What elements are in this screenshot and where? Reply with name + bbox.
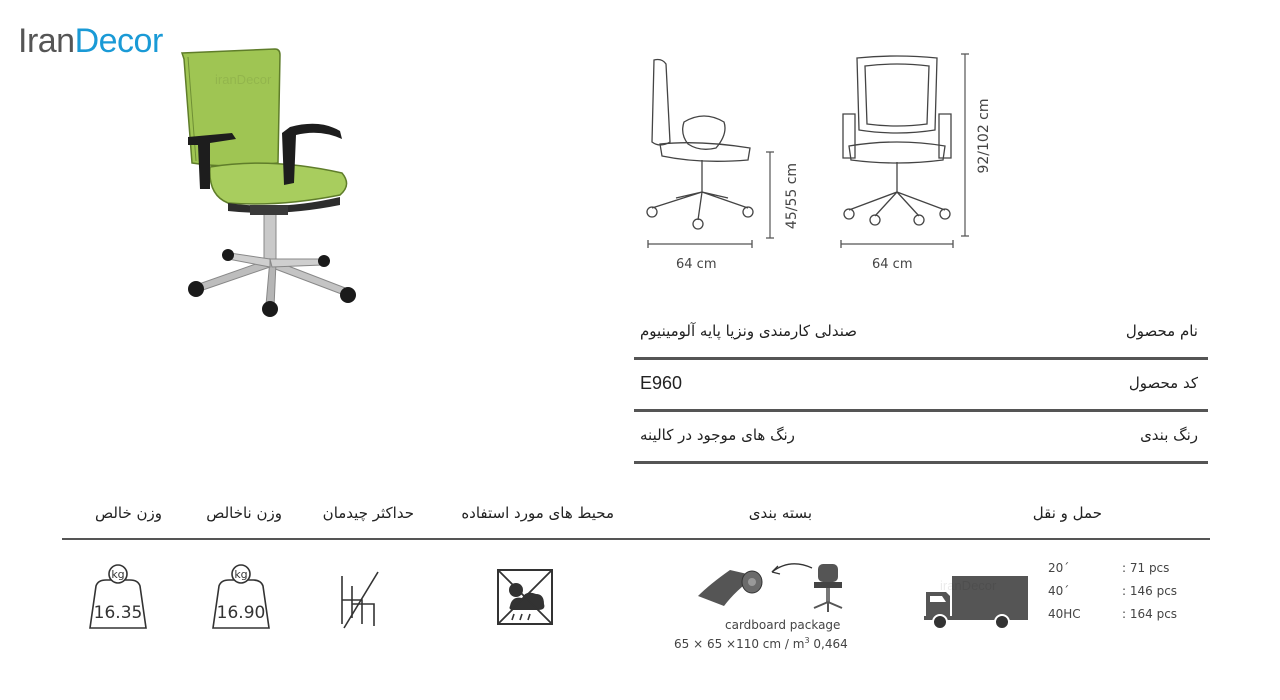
- spec-code-label: کد محصول: [1128, 374, 1198, 392]
- header-net-weight: وزن خالص: [94, 504, 162, 522]
- container-size: 20´: [1048, 561, 1070, 575]
- header-packaging: بسته بندی: [748, 504, 812, 522]
- spec-color-label: رنگ بندی: [1140, 426, 1198, 444]
- total-height-label: 92/102 cm: [976, 98, 992, 174]
- side-width-label: 64 cm: [676, 257, 717, 272]
- header-environments: محیط های مورد استفاده: [461, 504, 614, 522]
- net-weight-unit: kg: [111, 568, 125, 581]
- net-weight-value: 16.35: [93, 603, 143, 623]
- seat-height-label: 45/55 cm: [784, 162, 800, 230]
- container-size: 40HC: [1048, 607, 1081, 621]
- container-row-20: [1048, 561, 1169, 575]
- container-qty: : 71 pcs: [1122, 561, 1170, 575]
- bottom-info-header-row: [62, 500, 1210, 540]
- brand-logo-part1: Iran: [18, 22, 75, 60]
- spec-name-value: صندلی کارمندی ونزیا پایه آلومینیوم: [640, 322, 857, 340]
- product-spec-table: [634, 308, 1208, 464]
- packaging-size: 65 × 65 ×110 cm / m: [674, 637, 805, 651]
- spec-row-code: [634, 360, 1208, 412]
- gross-weight-unit: kg: [234, 568, 248, 581]
- chair-front-view-drawing: [835, 52, 960, 252]
- chair-product-image: [170, 45, 370, 325]
- container-row-40hc: [1048, 607, 1177, 621]
- packaging-size-line: [674, 636, 848, 651]
- spec-color-value: رنگ های موجود در کالینه: [640, 426, 795, 444]
- chair-side-view-drawing: [640, 52, 760, 252]
- packaging-volume: 0,464: [813, 637, 848, 651]
- brand-logo[interactable]: [18, 22, 163, 61]
- photo-watermark: iranDecor: [215, 72, 272, 87]
- indoor-use-icon: [494, 566, 556, 628]
- header-transport: حمل و نقل: [1032, 504, 1102, 522]
- spec-name-label: نام محصول: [1125, 322, 1198, 340]
- spec-row-name: [634, 308, 1208, 360]
- container-qty: : 164 pcs: [1122, 607, 1178, 621]
- header-max-stack: حداکثر چیدمان: [322, 504, 414, 522]
- spec-row-color: [634, 412, 1208, 464]
- no-stacking-icon: [334, 568, 388, 630]
- brand-logo-part2: Decor: [74, 22, 163, 60]
- header-gross-weight: وزن ناخالص: [206, 504, 282, 522]
- packaging-type: cardboard package: [725, 618, 841, 632]
- total-height-dimension-line: [957, 52, 973, 238]
- front-width-label: 64 cm: [872, 257, 913, 272]
- truck-watermark: iranDecor: [940, 578, 997, 593]
- container-size: 40´: [1048, 584, 1070, 598]
- seat-height-dimension-line: [762, 150, 778, 240]
- container-row-40: [1048, 584, 1177, 598]
- container-qty: : 146 pcs: [1122, 584, 1178, 598]
- spec-code-value: E960: [640, 373, 683, 393]
- packaging-icon: [690, 556, 860, 618]
- gross-weight-value: 16.90: [216, 603, 266, 623]
- packaging-volume-sup: 3: [804, 636, 810, 645]
